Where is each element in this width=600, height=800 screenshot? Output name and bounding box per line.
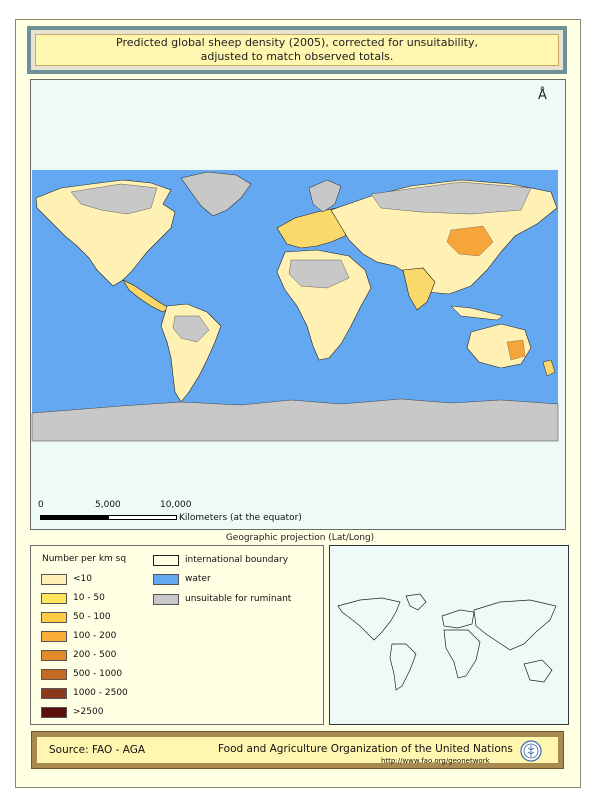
main-map-panel[interactable] xyxy=(30,79,566,530)
legend-swatch xyxy=(41,631,67,642)
overview-australia xyxy=(524,660,552,682)
overview-north-america xyxy=(338,598,400,640)
legend-item-water xyxy=(153,573,211,585)
legend-label: unsuitable for ruminant xyxy=(185,594,292,604)
overview-asia xyxy=(474,600,556,650)
footer-inner xyxy=(37,737,558,763)
legend-swatch xyxy=(41,612,67,623)
legend-label: 500 - 1000 xyxy=(73,669,123,679)
legend-label: international boundary xyxy=(185,555,289,565)
map-title-line-1: Predicted global sheep density (2005), corrected for unsuitability, xyxy=(116,36,478,49)
organization-name: Food and Agriculture Organization of the United Nations xyxy=(218,743,513,755)
scale-unit-label: Kilometers (at the equator) xyxy=(179,513,302,523)
scale-tick-0: 0 xyxy=(38,500,44,510)
overview-map-panel[interactable] xyxy=(329,545,569,725)
legend-swatch xyxy=(153,594,179,605)
projection-note: Geographic projection (Lat/Long) xyxy=(225,533,375,543)
scale-bar xyxy=(40,515,177,520)
legend-item-density-4 xyxy=(41,649,116,661)
title-box xyxy=(27,26,567,74)
legend-label: 10 - 50 xyxy=(73,593,105,603)
scale-bar-segment xyxy=(41,516,109,519)
legend-label: 1000 - 2500 xyxy=(73,688,128,698)
legend-label: 200 - 500 xyxy=(73,650,117,660)
legend-item-density-7 xyxy=(41,706,103,718)
legend-item-density-6 xyxy=(41,687,128,699)
fao-logo-icon xyxy=(520,740,542,762)
north-arrow-icon: Å xyxy=(538,88,547,103)
legend-item-density-2 xyxy=(41,611,111,623)
legend-item-unsuitable xyxy=(153,593,291,605)
legend-label: water xyxy=(185,574,211,584)
scale-tick-5000: 5,000 xyxy=(95,500,121,510)
map-title-line-2: adjusted to match observed totals. xyxy=(200,50,394,63)
legend-swatch xyxy=(153,555,179,566)
overview-africa xyxy=(444,630,480,678)
legend-label: 100 - 200 xyxy=(73,631,117,641)
legend-swatch xyxy=(41,688,67,699)
geonetwork-link[interactable]: http://www.fao.org/geonetwork xyxy=(381,757,490,765)
scale-tick-10000: 10,000 xyxy=(160,500,192,510)
legend-swatch xyxy=(41,650,67,661)
legend-swatch xyxy=(41,669,67,680)
overview-europe xyxy=(442,610,474,628)
legend-swatch xyxy=(41,574,67,585)
overview-south-america xyxy=(390,644,416,690)
legend-item-boundary xyxy=(153,554,288,566)
overview-greenland xyxy=(406,594,426,610)
legend-item-density-0 xyxy=(41,573,92,585)
legend-swatch xyxy=(41,707,67,718)
source-text: Source: FAO - AGA xyxy=(49,744,146,756)
title-inner xyxy=(35,34,559,66)
legend-item-density-3 xyxy=(41,630,116,642)
legend-swatch xyxy=(41,593,67,604)
legend-title: Number per km sq xyxy=(42,554,127,564)
footer-bar xyxy=(31,731,564,769)
legend-label: >2500 xyxy=(73,707,104,717)
legend-swatch xyxy=(153,574,179,585)
legend-item-density-5 xyxy=(41,668,122,680)
legend-item-density-1 xyxy=(41,592,105,604)
overview-map xyxy=(330,546,568,724)
legend-label: <10 xyxy=(73,574,92,584)
legend-panel xyxy=(30,545,324,725)
world-map[interactable] xyxy=(31,80,565,529)
legend-label: 50 - 100 xyxy=(73,612,111,622)
